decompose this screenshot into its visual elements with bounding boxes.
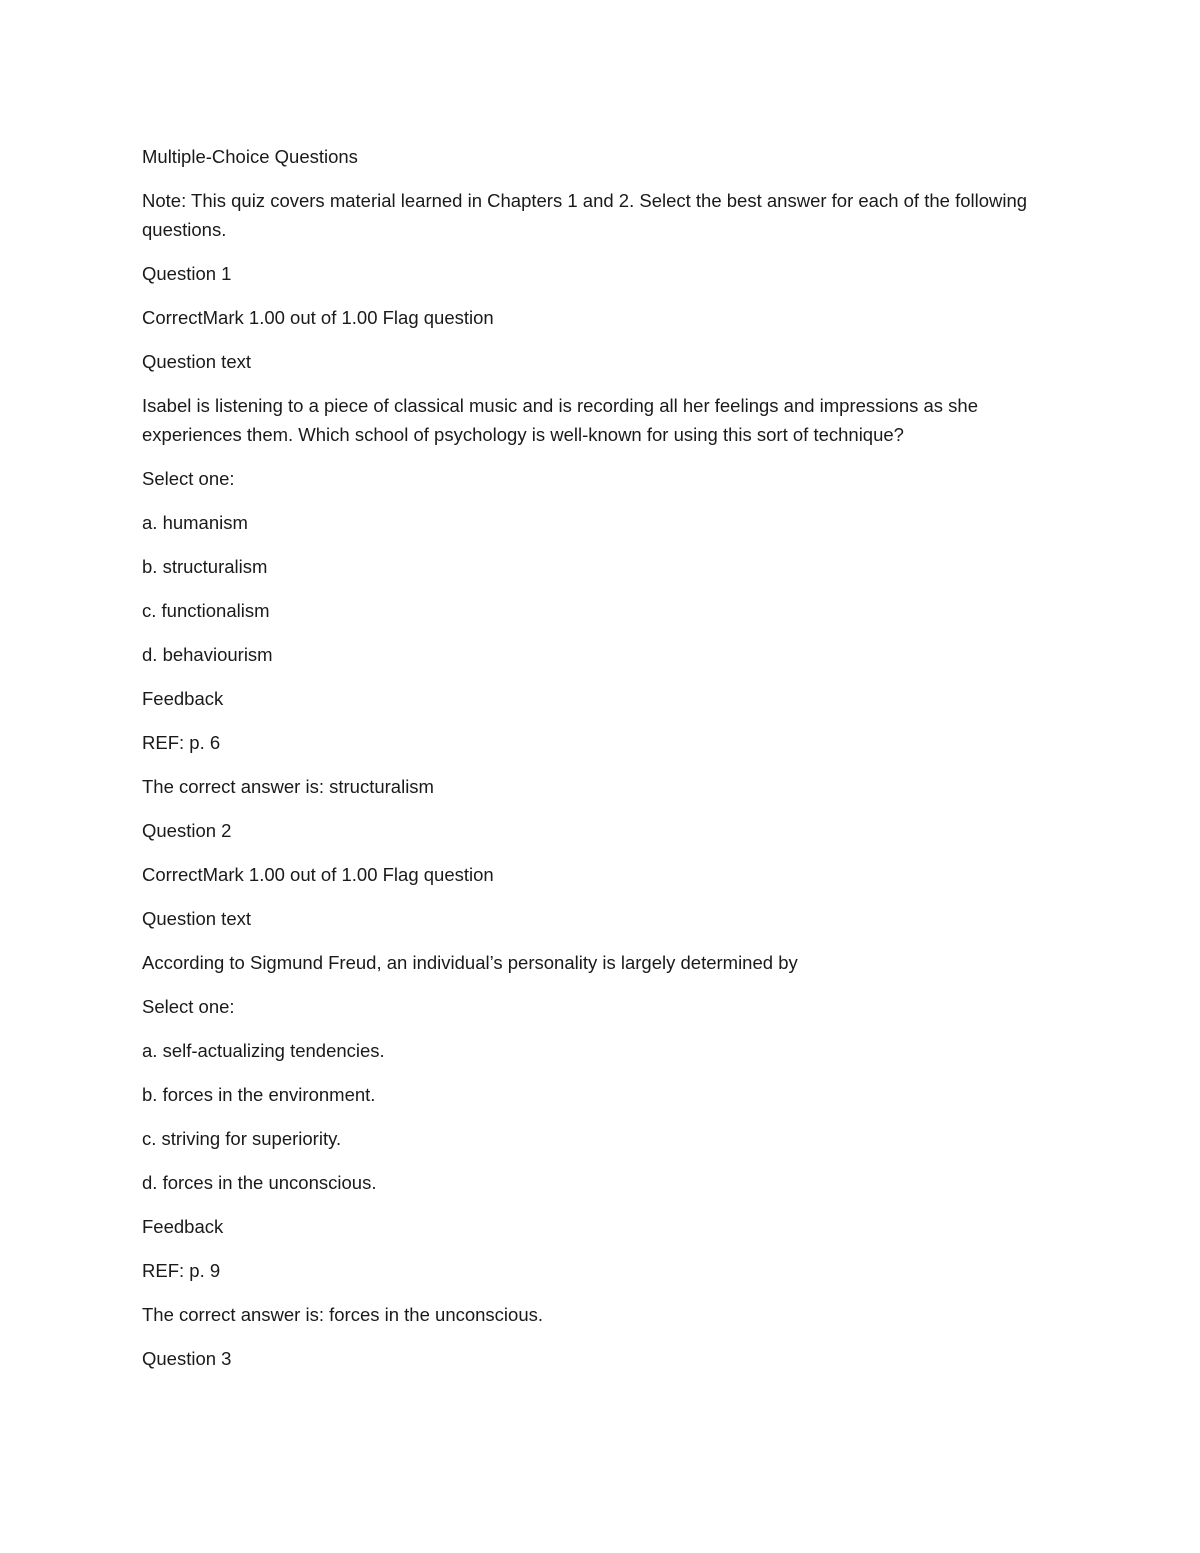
question-2-title: Question 2: [142, 820, 232, 841]
question-2-correct-answer: The correct answer is: forces in the unconscious.: [142, 1304, 544, 1325]
question-2-text: According to Sigmund Freud, an individual’s personality is largely determined by: [142, 952, 798, 973]
document-note: Note: This quiz covers material learned in Chapters 1 and 2. Select the best answer for each of the following questions.: [142, 190, 1028, 240]
question-1-title: Question 1: [142, 263, 232, 284]
question-1-option-b: b. structuralism: [142, 556, 268, 577]
question-2-status: CorrectMark 1.00 out of 1.00 Flag question: [142, 864, 494, 885]
question-1-option-a: a. humanism: [142, 512, 248, 533]
question-2-option-d: d. forces in the unconscious.: [142, 1172, 377, 1193]
question-2-option-b: b. forces in the environment.: [142, 1084, 376, 1105]
question-2-ref: REF: p. 9: [142, 1260, 221, 1281]
question-2-option-c: c. striving for superiority.: [142, 1128, 342, 1149]
question-2-text-label: Question text: [142, 908, 252, 929]
question-1-option-c: c. functionalism: [142, 600, 270, 621]
question-1-correct-answer: The correct answer is: structuralism: [142, 776, 434, 797]
document-heading: Multiple-Choice Questions: [142, 146, 358, 167]
question-2-select-label: Select one:: [142, 996, 235, 1017]
question-2-feedback-label: Feedback: [142, 1216, 224, 1237]
question-2-option-a: a. self-actualizing tendencies.: [142, 1040, 385, 1061]
question-1-ref: REF: p. 6: [142, 732, 221, 753]
question-1-status: CorrectMark 1.00 out of 1.00 Flag question: [142, 307, 494, 328]
question-3-title: Question 3: [142, 1348, 232, 1369]
question-1-text: Isabel is listening to a piece of classical music and is recording all her feelings and impressions as she experiences them. Which school of psychology is well-known for using this sort of technique?: [142, 395, 979, 445]
question-1-text-label: Question text: [142, 351, 252, 372]
question-1-option-d: d. behaviourism: [142, 644, 273, 665]
question-1-select-label: Select one:: [142, 468, 235, 489]
document-page: [142, 142, 1042, 1388]
question-1-feedback-label: Feedback: [142, 688, 224, 709]
